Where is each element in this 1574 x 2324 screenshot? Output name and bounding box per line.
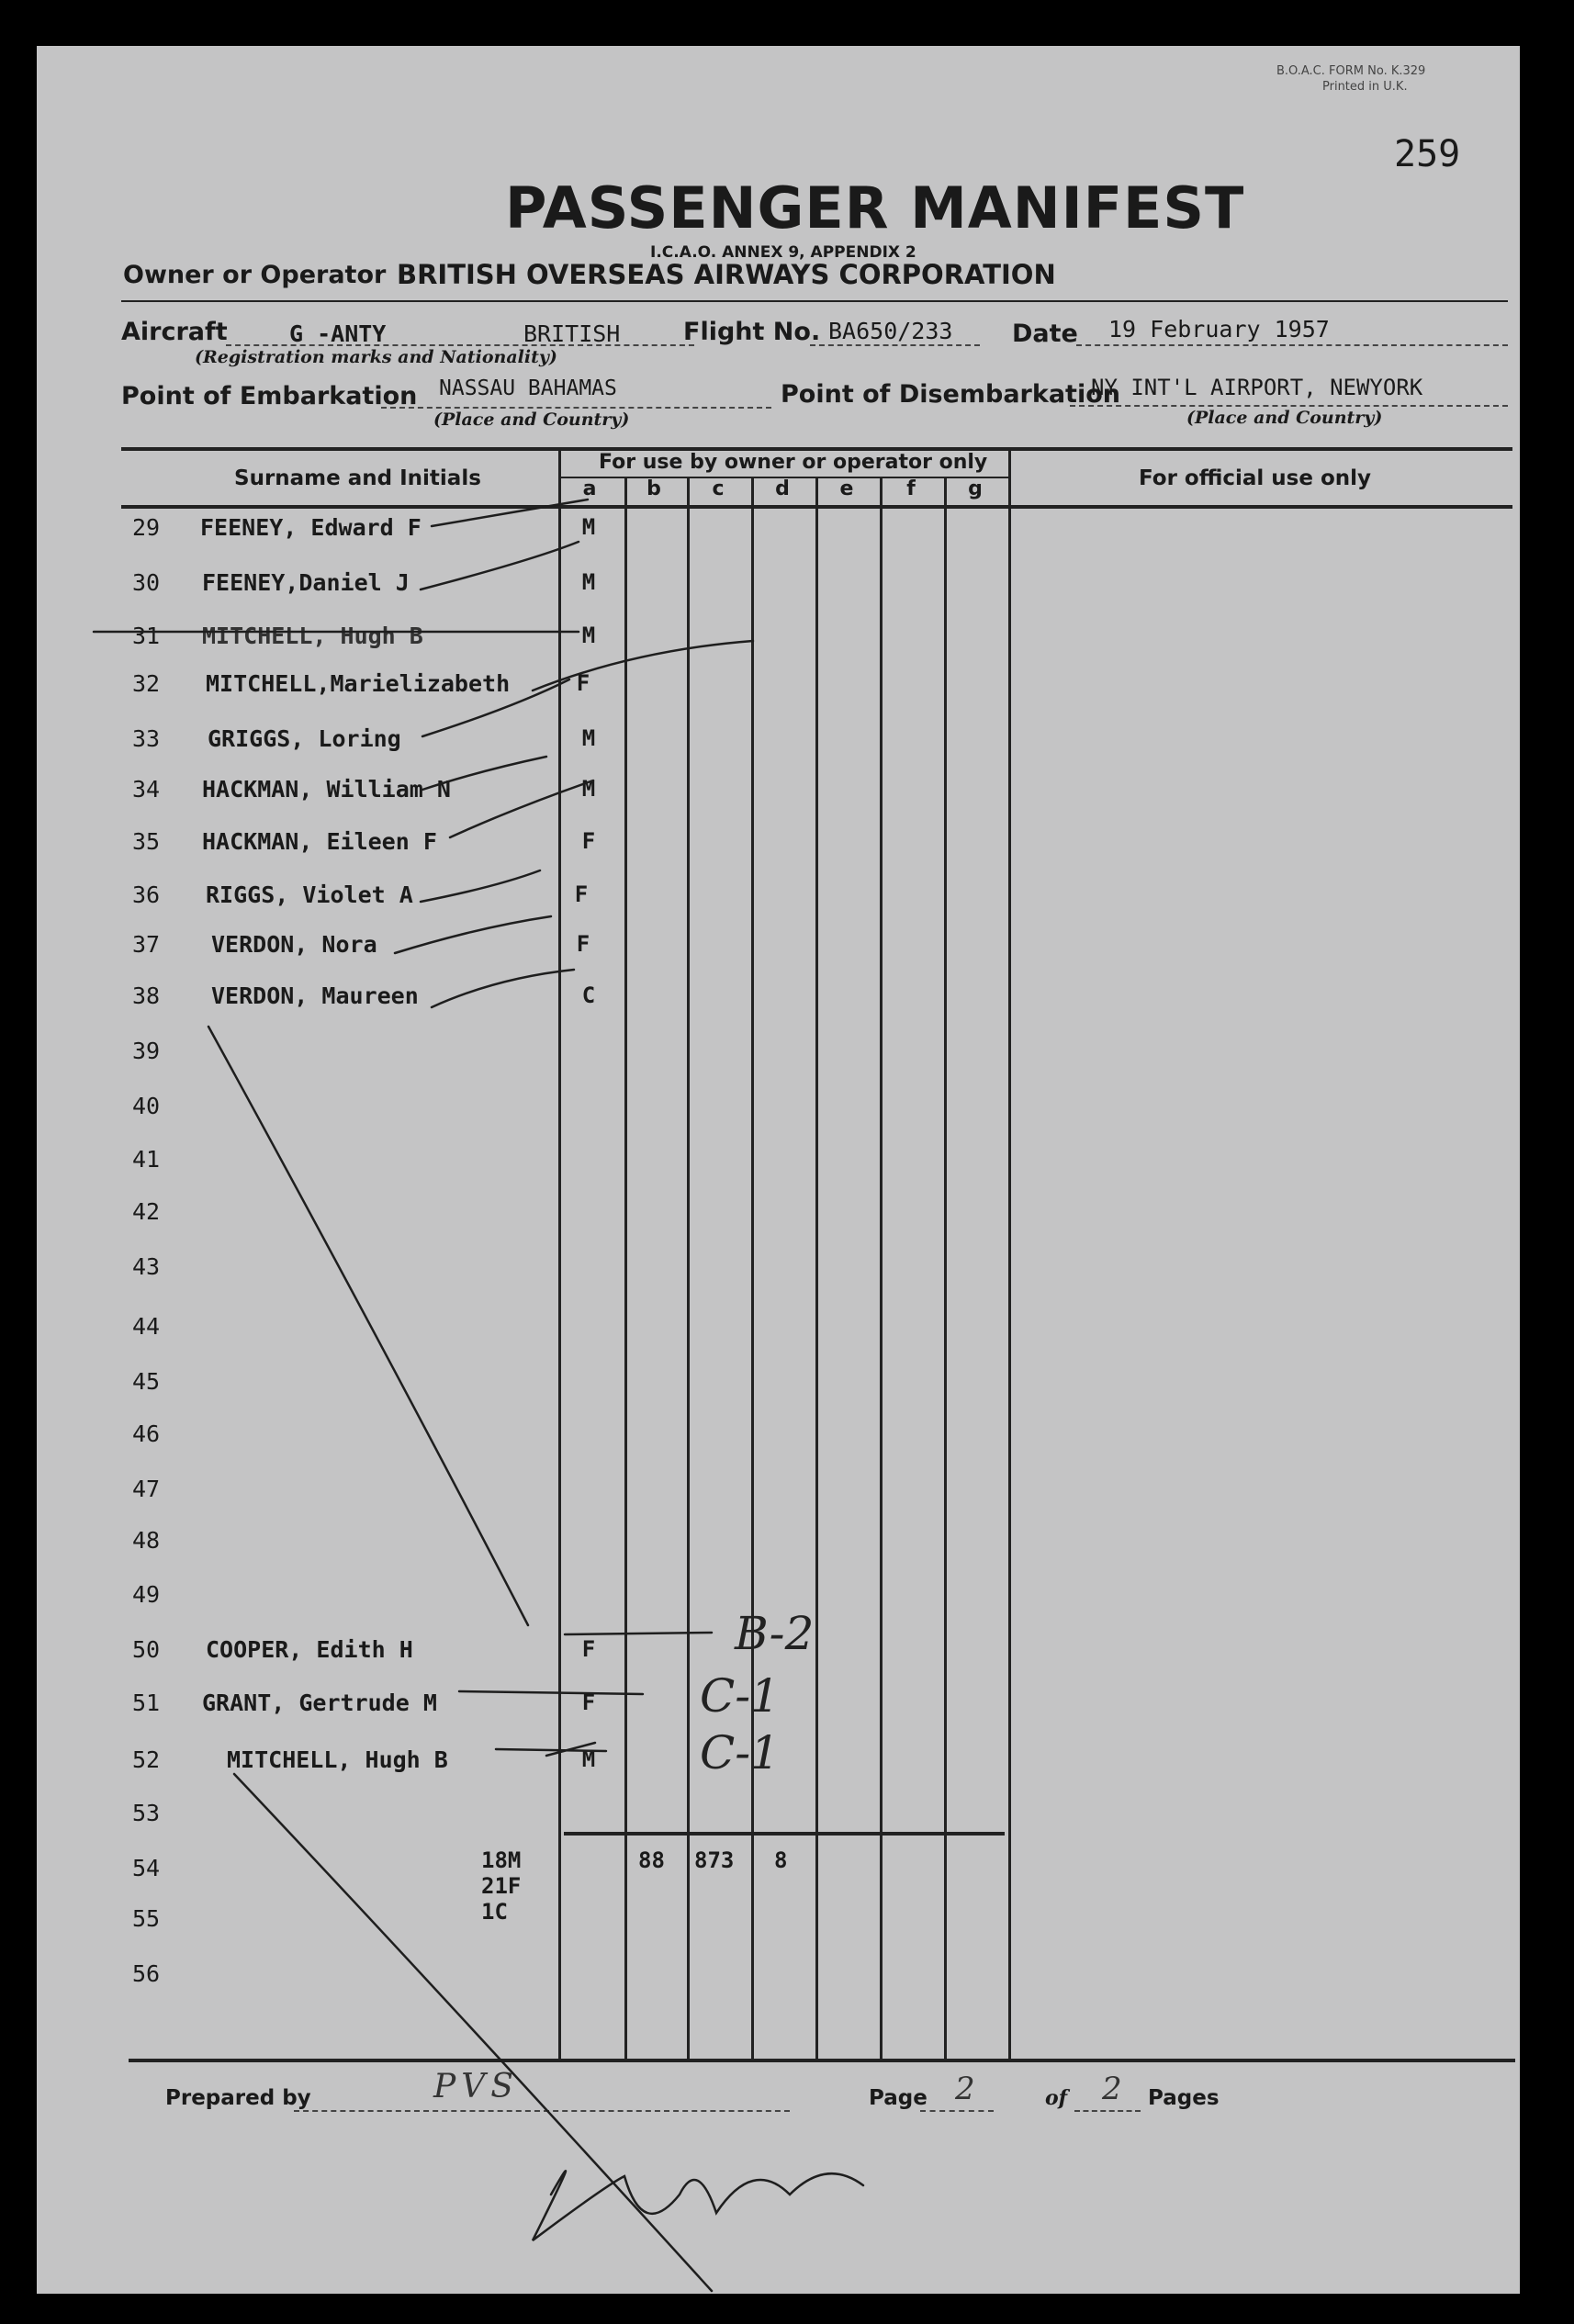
total-column-b: 88: [638, 1847, 665, 1873]
passenger-name: RIGGS, Violet A: [206, 881, 413, 908]
row-number: 33: [132, 725, 161, 752]
row-number: 52: [132, 1746, 161, 1773]
page-label: Page: [869, 2086, 928, 2110]
handwritten-mark-row-50: B-2: [735, 1607, 815, 1660]
column-header-e: e: [839, 477, 854, 500]
row-number: 30: [132, 569, 161, 596]
page-subtitle: I.C.A.O. ANNEX 9, APPENDIX 2: [650, 243, 916, 262]
stroke-unused-rows: [208, 1027, 528, 1625]
passenger-name: VERDON, Maureen: [211, 982, 419, 1009]
column-header-d: d: [775, 477, 790, 500]
date-value: 19 February 1957: [1108, 316, 1330, 342]
total-female: 21F: [481, 1873, 522, 1899]
stroke-row-34: [422, 757, 546, 790]
row-number: 37: [132, 931, 161, 958]
row-number: 39: [132, 1038, 161, 1064]
aircraft-label: Aircraft: [121, 318, 228, 346]
row-number: 40: [132, 1093, 161, 1119]
flight-number-label: Flight No.: [683, 318, 821, 346]
pages-label: Pages: [1148, 2086, 1220, 2110]
row-number: 48: [132, 1527, 161, 1554]
stroke-row-36: [421, 870, 540, 902]
passenger-name: FEENEY,Daniel J: [202, 569, 410, 596]
cancel-diagonal-stroke: [234, 1774, 712, 2291]
row-number: 49: [132, 1581, 161, 1608]
date-label: Date: [1012, 320, 1078, 348]
disembarkation-label: Point of Disembarkation: [781, 380, 1120, 409]
page-number: 2: [955, 2071, 975, 2107]
passenger-sex-code: M: [581, 623, 596, 648]
handwritten-mark-row-51: C-1: [700, 1669, 780, 1723]
embarkation-hint: (Place and Country): [433, 410, 630, 430]
stroke-row-38: [432, 970, 574, 1007]
row-number: 47: [132, 1476, 161, 1502]
passenger-sex-code: M: [581, 776, 596, 802]
aircraft-registration: G -ANTY: [289, 320, 387, 347]
embarkation-value: NASSAU BAHAMAS: [439, 376, 617, 400]
row-number: 44: [132, 1313, 161, 1340]
passenger-sex-code: F: [576, 670, 590, 696]
passenger-name: MITCHELL, Hugh B: [227, 1746, 448, 1773]
row-number: 55: [132, 1905, 161, 1932]
form-reference: B.O.A.C. FORM No. K.329: [1276, 64, 1426, 78]
prepared-by-label: Prepared by: [165, 2086, 311, 2110]
aircraft-nationality: BRITISH: [523, 320, 621, 347]
printed-in-note: Printed in U.K.: [1322, 80, 1408, 94]
passenger-name: FEENEY, Edward F: [200, 514, 422, 541]
row-number: 36: [132, 881, 161, 908]
owner-use-header: For use by owner or operator only: [599, 451, 988, 474]
page-of-label: of: [1045, 2086, 1068, 2110]
page-stamp-number: 259: [1394, 133, 1461, 175]
row-number: 32: [132, 670, 161, 697]
column-header-c: c: [712, 477, 725, 500]
total-column-c: 873: [694, 1847, 735, 1873]
flight-number-value: BA650/233: [828, 318, 953, 344]
stroke-row-29: [432, 500, 588, 526]
row-number: 43: [132, 1253, 161, 1280]
total-male: 18M: [481, 1847, 522, 1873]
passenger-sex-code: M: [581, 725, 596, 751]
page-title: PASSENGER MANIFEST: [505, 174, 1245, 241]
stroke-row-52: [496, 1749, 606, 1751]
column-header-f: f: [906, 477, 916, 500]
row-number: 38: [132, 982, 161, 1009]
column-header-g: g: [968, 477, 983, 500]
row-number: 53: [132, 1800, 161, 1826]
stroke-row-30: [421, 542, 579, 589]
row-number: 41: [132, 1146, 161, 1173]
row-number: 34: [132, 776, 161, 803]
row-number: 45: [132, 1368, 161, 1395]
stroke-row-50: [565, 1633, 712, 1634]
signature-scribble: [533, 2171, 863, 2240]
owner-label: Owner or Operator: [123, 261, 387, 289]
passenger-name: VERDON, Nora: [211, 931, 377, 958]
pen-strokes: [37, 46, 1520, 2294]
aircraft-hint: (Registration marks and Nationality): [195, 347, 557, 367]
prepared-by-value: PVS: [433, 2068, 519, 2105]
passenger-sex-code: C: [581, 982, 596, 1008]
stroke-row-32a: [533, 641, 753, 690]
passenger-sex-code: M: [581, 514, 596, 540]
passenger-sex-code: M: [581, 569, 596, 595]
manifest-sheet: [37, 46, 1520, 2294]
stroke-row-35: [450, 780, 593, 837]
passenger-name: HACKMAN, William N: [202, 776, 451, 803]
passenger-sex-code: F: [581, 828, 596, 854]
passenger-name: COOPER, Edith H: [206, 1636, 413, 1663]
embarkation-label: Point of Embarkation: [121, 382, 418, 410]
column-header-a: a: [582, 477, 597, 500]
row-number: 46: [132, 1420, 161, 1447]
page-total: 2: [1102, 2071, 1122, 2107]
disembarkation-hint: (Place and Country): [1186, 408, 1383, 428]
total-column-d: 8: [774, 1847, 788, 1873]
row-number: 54: [132, 1855, 161, 1881]
row-number: 50: [132, 1636, 161, 1663]
passenger-name: GRIGGS, Loring: [208, 725, 401, 752]
passenger-name: MITCHELL, Hugh B: [202, 623, 423, 649]
passenger-name: HACKMAN, Eileen F: [202, 828, 437, 855]
row-number: 29: [132, 514, 161, 541]
passenger-sex-code: M: [581, 1746, 596, 1772]
row-number: 42: [132, 1198, 161, 1225]
column-header-b: b: [646, 477, 661, 500]
stroke-row-51: [459, 1691, 643, 1694]
passenger-sex-code: F: [574, 881, 589, 907]
passenger-name: MITCHELL,Marielizabeth: [206, 670, 511, 697]
owner-value: BRITISH OVERSEAS AIRWAYS CORPORATION: [397, 259, 1056, 290]
stroke-row-37: [395, 916, 551, 953]
row-number: 56: [132, 1960, 161, 1987]
row-number: 31: [132, 623, 161, 649]
surname-header: Surname and Initials: [234, 466, 481, 490]
passenger-sex-code: F: [581, 1690, 596, 1715]
row-number: 35: [132, 828, 161, 855]
passenger-name: GRANT, Gertrude M: [202, 1690, 437, 1716]
row-number: 51: [132, 1690, 161, 1716]
passenger-sex-code: F: [581, 1636, 596, 1662]
passenger-sex-code: F: [576, 931, 590, 957]
total-child: 1C: [481, 1899, 508, 1925]
handwritten-mark-row-52: C-1: [700, 1726, 780, 1779]
stroke-row-33: [422, 679, 569, 736]
disembarkation-value: NY INT'L AIRPORT, NEWYORK: [1091, 375, 1423, 400]
official-use-header: For official use only: [1139, 466, 1372, 490]
